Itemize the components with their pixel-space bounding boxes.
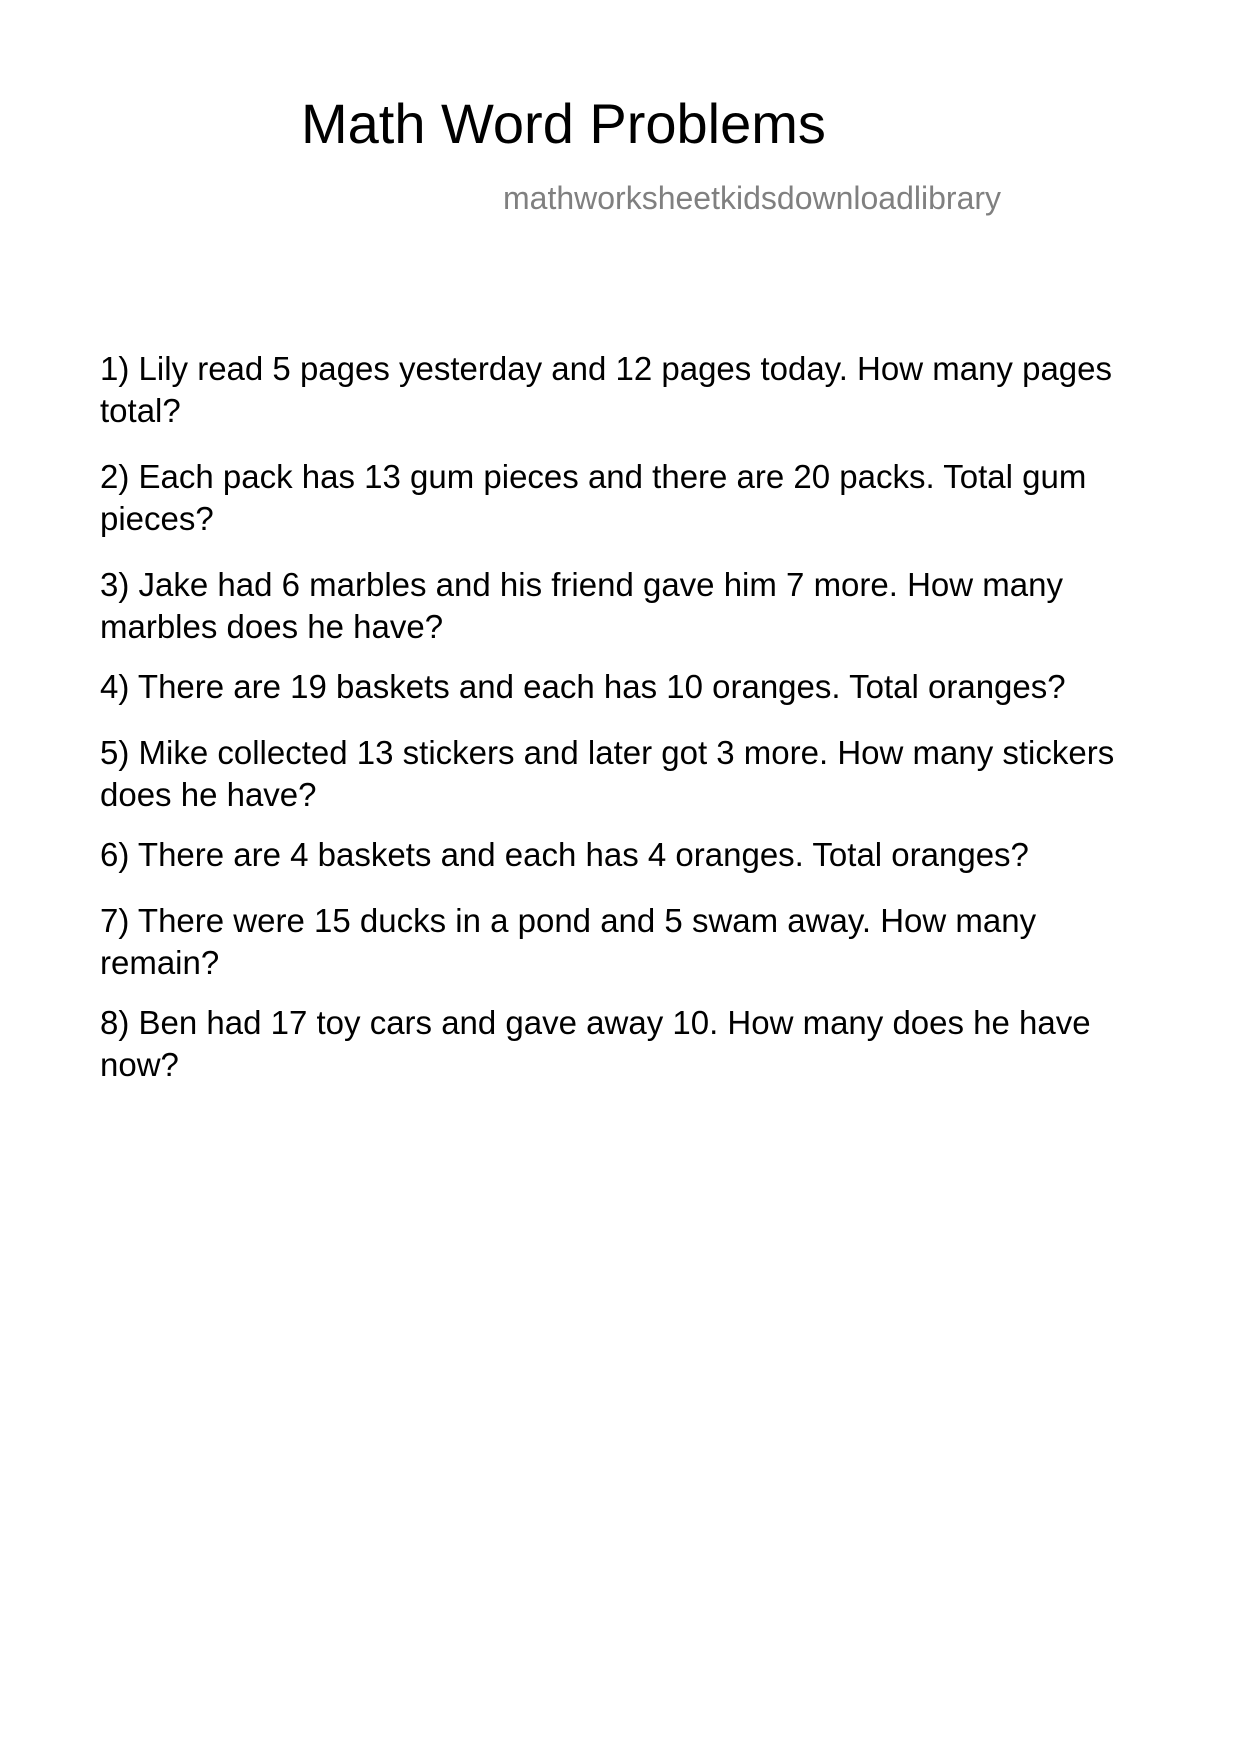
problem-number: 8) [100,1004,130,1041]
problem-item [100,900,1140,984]
problem-item [100,348,1140,432]
problem-number: 5) [100,734,130,771]
problem-number: 3) [100,566,130,603]
problem-text: Jake had 6 marbles and his friend gave him 7 more. How many marbles does he have? [100,566,1063,645]
problem-text: Lily read 5 pages yesterday and 12 pages today. How many pages total? [100,350,1113,429]
problem-list [100,348,1140,1086]
problem-text: There are 4 baskets and each has 4 oranges. Total oranges? [137,836,1029,873]
problem-number: 2) [100,458,130,495]
problem-number: 1) [100,350,130,387]
problem-number: 7) [100,902,130,939]
problem-text: Each pack has 13 gum pieces and there are 20 packs. Total gum pieces? [100,458,1087,537]
problem-text: Mike collected 13 stickers and later got 3 more. How many stickers does he have? [100,734,1115,813]
problem-number: 4) [100,668,130,705]
problem-item [100,666,1140,708]
problem-item [100,564,1140,648]
page-title: Math Word Problems [301,92,826,155]
problem-text: There were 15 ducks in a pond and 5 swam away. How many remain? [100,902,1037,981]
problem-item [100,732,1140,816]
problem-text: There are 19 baskets and each has 10 oranges. Total oranges? [137,668,1066,705]
page-subtitle: mathworksheetkidsdownloadlibrary [503,180,1002,216]
problem-item [100,456,1140,540]
problem-number: 6) [100,836,130,873]
problem-item [100,1002,1140,1086]
problem-item [100,834,1140,876]
problem-text: Ben had 17 toy cars and gave away 10. How many does he have now? [100,1004,1091,1083]
